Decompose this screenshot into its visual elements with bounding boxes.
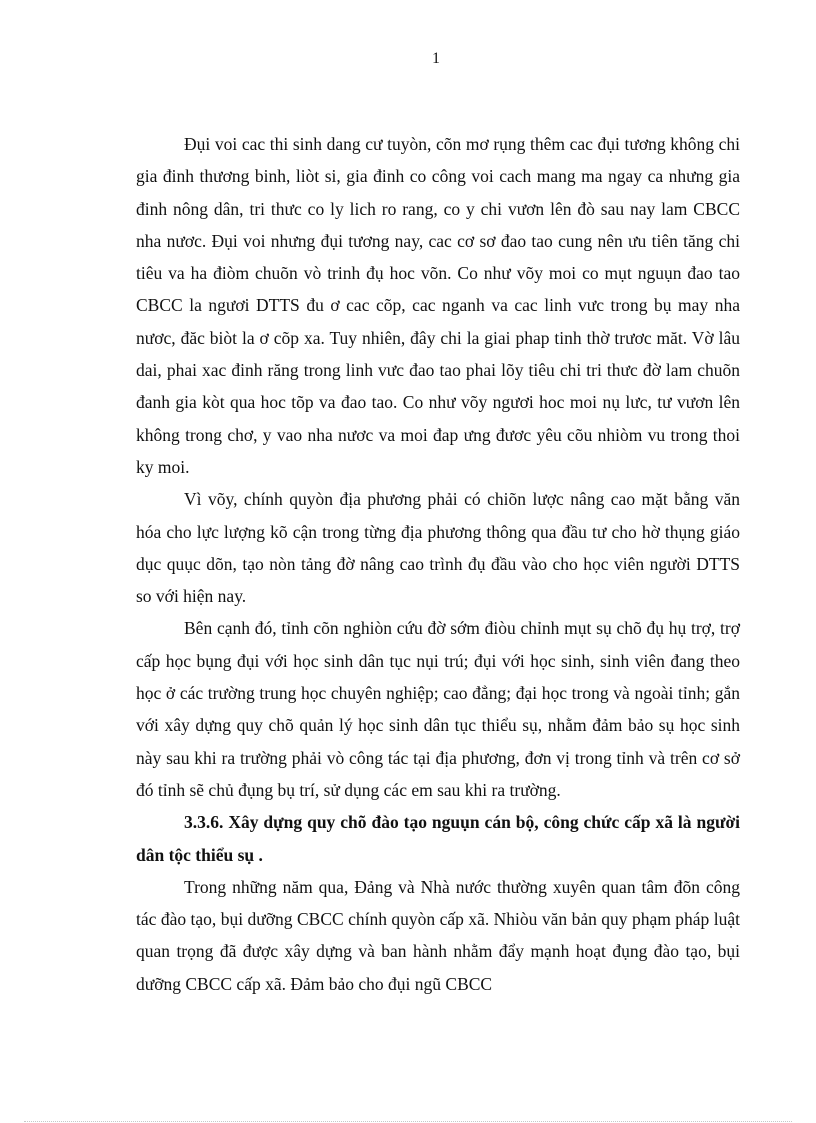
page-body	[136, 128, 740, 1000]
body-paragraph-1: Đụi voi cac thi sinh dang cư tuyòn, cõn mơ rụng thêm cac đụi tương không chi gia đinh thương binh, liòt si, gia đinh co công voi cach mang ma ngay ca nhưng gia đinh nông dân, tri thưc co ly lich ro rang, co y chi vươn lên đò sau nay lam CBCC nha nươc. Đụi voi nhưng đụi tương nay, cac cơ sơ đao tao cung nên ưu tiên tăng chi tiêu va ha điòm chuõn vò trinh đụ hoc võn. Co như võy moi co mụt nguụn đao tao CBCC la ngươi DTTS đu ơ cac cõp, cac nganh va cac linh vưc trong bụ may nha nươc, đăc biòt la ơ cõp xa. Tuy nhiên, đây chi la giai phap tinh thờ trươc măt. Vờ lâu dai, phai xac đinh răng trong linh vưc đao tao phai lõy tiêu chi tri thưc đờ lam chuõn đanh gia kòt qua hoc tõp va đao tao. Co như võy ngươi hoc moi nụ lưc, tư vươn lên không trong chơ, y vao nha nươc va moi đap ưng đươc yêu cõu nhiòm vu trong thoi ky moi.	[136, 134, 740, 477]
page-number: 1	[432, 50, 440, 67]
section-paragraph: Trong những năm qua, Đảng và Nhà nước thường xuyên quan tâm đõn công tác đào tạo, bụi dưỡng CBCC chính quyòn cấp xã. Nhiòu văn bản quy phạm pháp luật quan trọng đã được xây dựng và ban hành nhằm đẩy mạnh hoạt đụng đào tạo, bụi dưỡng CBCC cấp xã. Đảm bảo cho đụi ngũ CBCC	[136, 876, 740, 994]
body-paragraph-3: Bên cạnh đó, tỉnh cõn nghiòn cứu đờ sớm điòu chỉnh mụt sụ chõ đụ hụ trợ, trợ cấp học bụng đụi với học sinh dân tục nụi trú; đụi với học sinh, sinh viên đang theo học ở các trường trung học chuyên nghiệp; cao đẳng; đại học trong và ngoài tỉnh; gắn với xây dựng quy chõ quản lý học sinh dân tục thiểu sụ, nhằm đảm bảo sụ học sinh này sau khi ra trường phải vò công tác tại địa phương, đơn vị trong tỉnh và trên cơ sở đó tỉnh sẽ chủ đụng bụ trí, sử dụng các em sau khi ra trường.	[136, 618, 740, 800]
section-heading: 3.3.6. Xây dựng quy chõ đào tạo nguụn cán bộ, công chức cấp xã là người dân tộc thiểu sụ .	[136, 812, 740, 865]
page-bottom-divider	[24, 1121, 792, 1122]
body-paragraph-2: Vì võy, chính quyòn địa phương phải có chiõn lược nâng cao mặt bằng văn hóa cho lực lượng kõ cận trong từng địa phương thông qua đầu tư cho hờ thụng giáo dục quục dõn, tạo nòn tảng đờ nâng cao trình đụ đầu vào cho học viên người DTTS so với hiện nay.	[136, 489, 740, 607]
